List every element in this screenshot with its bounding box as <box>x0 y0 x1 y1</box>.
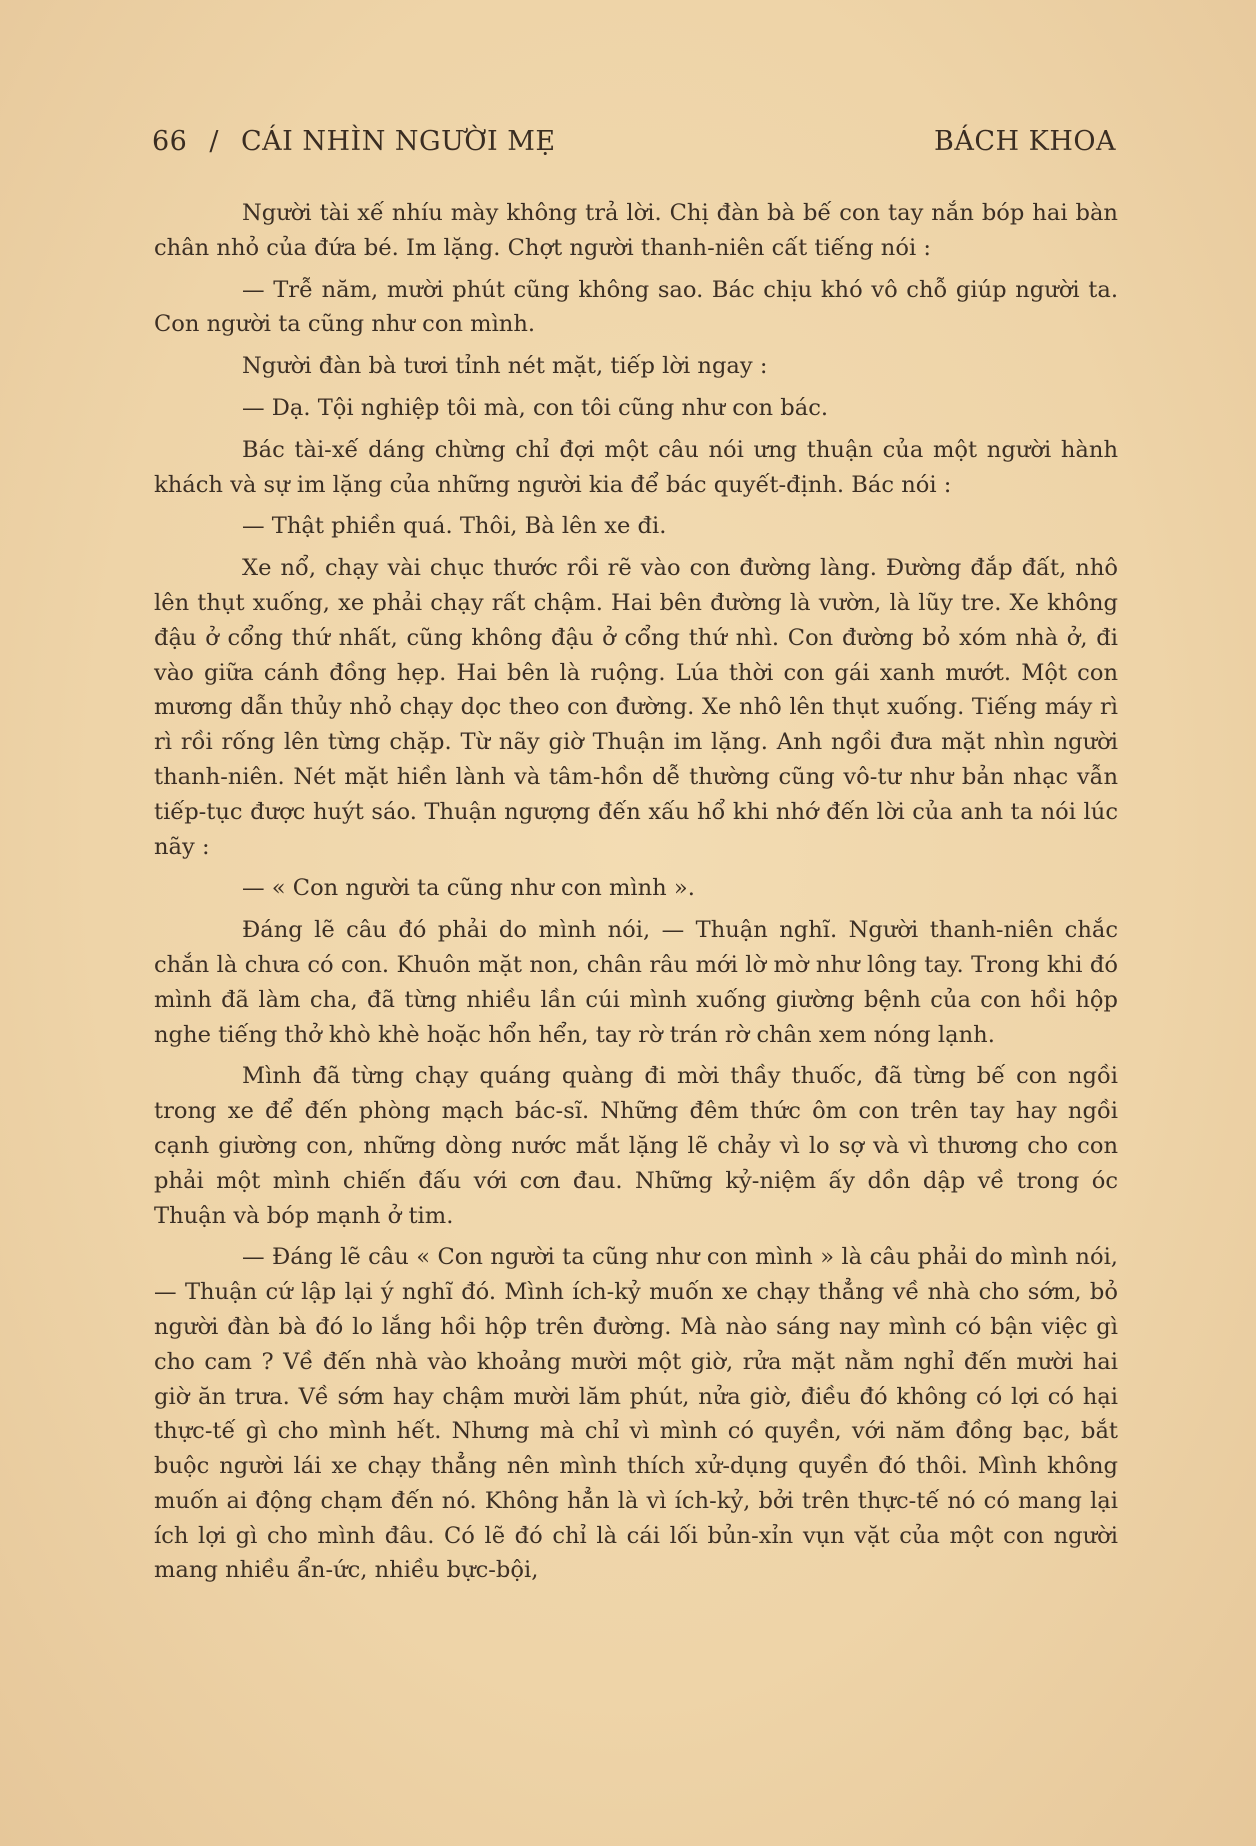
page-number: 66 <box>152 126 188 157</box>
paragraph: — Đáng lẽ câu « Con người ta cũng như con mình » là câu phải do mình nói, — Thuận cứ lập lại ý nghĩ đó. Mình ích-kỷ muốn xe chạy thẳng về nhà cho sớm, bỏ người đàn bà đó lo lắng hồi hộp trên đường. Mà nào sáng nay mình có bận việc gì cho cam ? Về đến nhà vào khoảng mười một giờ, rửa mặt nằm nghỉ đến mười hai giờ ăn trưa. Về sớm hay chậm mười lăm phút, nửa giờ, điều đó không có lợi có hại thực-tế gì cho mình hết. Nhưng mà chỉ vì mình có quyền, với năm đồng bạc, bắt buộc người lái xe chạy thẳng nên mình thích xử-dụng quyền đó thôi. Mình không muốn ai động chạm đến nó. Không hẳn là vì ích-kỷ, bởi trên thực-tế nó có mang lại ích lợi gì cho mình đâu. Có lẽ đó chỉ là cái lối bủn-xỉn vụn vặt của một con người mang nhiều ẩn-ức, nhiều bực-bội, <box>154 1244 1118 1584</box>
paragraph: — Thật phiền quá. Thôi, Bà lên xe đi. <box>242 513 667 540</box>
paragraph: Mình đã từng chạy quáng quàng đi mời thầy thuốc, đã từng bế con ngồi trong xe để đến phòng mạch bác-sĩ. Những đêm thức ôm con trên tay hay ngồi cạnh giường con, những dòng nước mắt lặng lẽ chảy vì lo sợ và vì thương cho con phải một mình chiến đấu với cơn đau. Những kỷ-niệm ấy dồn dập về trong óc Thuận và bóp mạnh ở tim. <box>154 1063 1118 1229</box>
paragraph: — Trễ năm, mười phút cũng không sao. Bác chịu khó vô chỗ giúp người ta. Con người ta cũng như con mình. <box>154 276 1118 338</box>
header-left <box>152 126 556 157</box>
paragraph: Bác tài-xế dáng chừng chỉ đợi một câu nói ưng thuận của một người hành khách và sự im lặng của những người kia để bác quyết-định. Bác nói : <box>154 436 1118 498</box>
paragraph: Người tài xế nhíu mày không trả lời. Chị đàn bà bế con tay nắn bóp hai bàn chân nhỏ của đứa bé. Im lặng. Chợt người thanh-niên cất tiếng nói : <box>154 200 1118 261</box>
header-separator: / <box>209 126 219 157</box>
paragraph: — « Con người ta cũng như con mình ». <box>242 875 695 902</box>
article-title: CÁI NHÌN NGƯỜI MẸ <box>240 126 556 157</box>
paragraph: Người đàn bà tươi tỉnh nét mặt, tiếp lời ngay : <box>242 353 768 380</box>
paragraph: Đáng lẽ câu đó phải do mình nói, — Thuận nghĩ. Người thanh-niên chắc chắn là chưa có con. Khuôn mặt non, chân râu mới lờ mờ như lông tay. Trong khi đó mình đã làm cha, đã từng nhiều lần cúi mình xuống giường bệnh của con hồi hộp nghe tiếng thở khò khè hoặc hổn hển, tay rờ trán rờ chân xem nóng lạnh. <box>154 917 1118 1048</box>
paragraph: — Dạ. Tội nghiệp tôi mà, con tôi cũng như con bác. <box>242 394 829 421</box>
publication-name: BÁCH KHOA <box>934 126 1116 157</box>
paragraph: Xe nổ, chạy vài chục thước rồi rẽ vào con đường làng. Đường đắp đất, nhô lên thụt xuống, xe phải chạy rất chậm. Hai bên đường là vườn, là lũy tre. Xe không đậu ở cổng thứ nhất, cũng không đậu ở cổng thứ nhì. Con đường bỏ xóm nhà ở, đi vào giữa cánh đồng hẹp. Hai bên là ruộng. Lúa thời con gái xanh mướt. Một con mương dẫn thủy nhỏ chạy dọc theo con đường. Xe nhô lên thụt xuống. Tiếng máy rì rì rồi rống lên từng chặp. Từ nãy giờ Thuận im lặng. Anh ngồi đưa mặt nhìn người thanh-niên. Nét mặt hiền lành và tâm-hồn dễ thường cũng vô-tư như bản nhạc vẫn tiếp-tục được huýt sáo. Thuận ngượng đến xấu hổ khi nhớ đến lời của anh ta nói lúc nãy : <box>154 555 1118 860</box>
page-header <box>152 126 1116 157</box>
article-body <box>154 196 1118 1595</box>
